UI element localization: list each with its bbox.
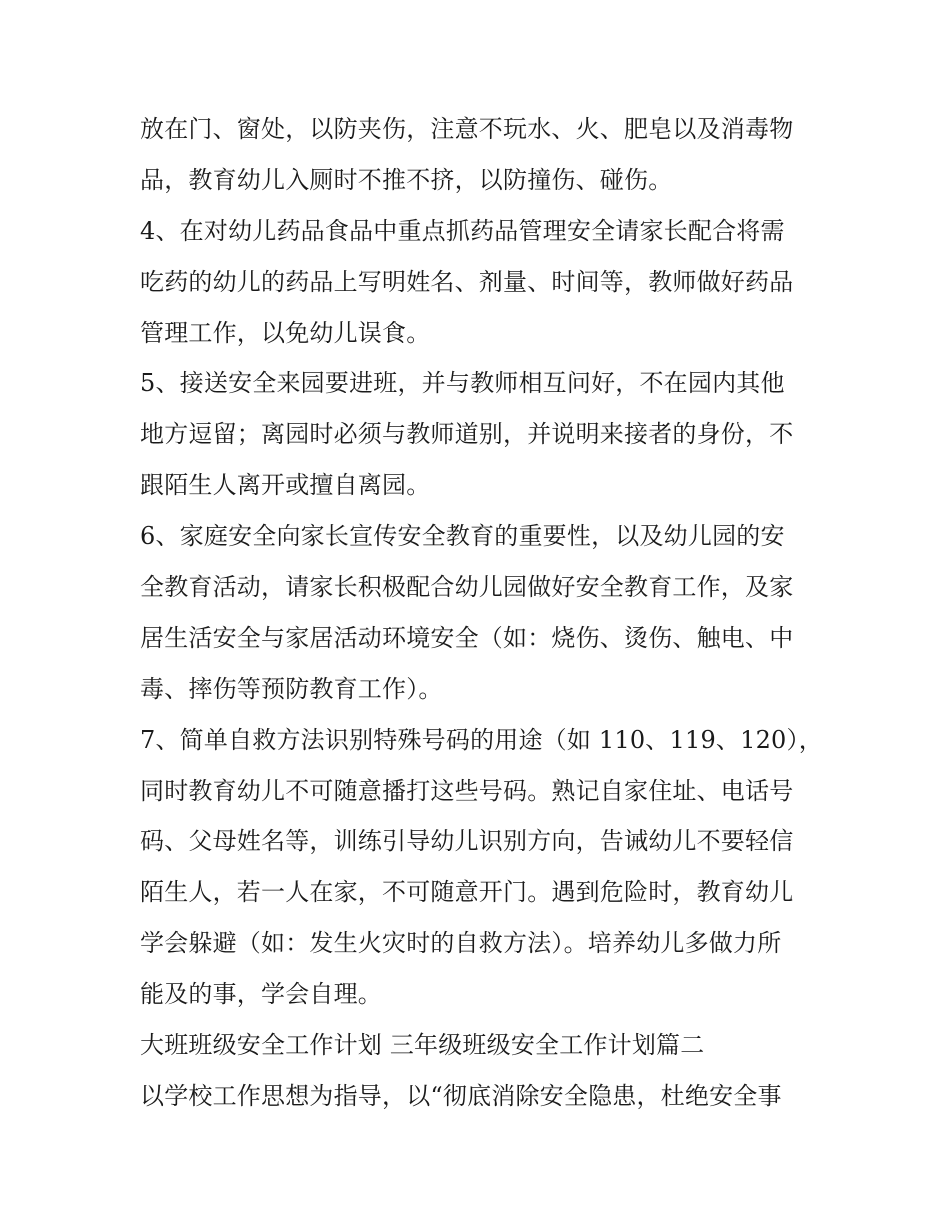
text-line: 毒、摔伤等预防教育工作）。 [140, 674, 443, 703]
text-line: 能及的事，学会自理。 [140, 980, 382, 1009]
text-line: 7、简单自救方法识别特殊号码的用途（如 110、119、120）， [140, 725, 823, 754]
text-line: 5、接送安全来园要进班，并与教师相互问好，不在园内其他 [140, 369, 785, 398]
text-line: 同时教育幼儿不可随意播打这些号码。熟记自家住址、电话号 [140, 776, 794, 805]
text-line: 码、父母姓名等，训练引导幼儿识别方向，告诫幼儿不要轻信 [140, 827, 794, 856]
text-line: 跟陌生人离开或擅自离园。 [140, 471, 431, 500]
text-line: 学会躲避（如：发生火灾时的自救方法）。培养幼儿多做力所 [140, 929, 782, 958]
text-line: 全教育活动，请家长积极配合幼儿园做好安全教育工作，及家 [140, 573, 794, 602]
text-line: 品，教育幼儿入厕时不推不挤，以防撞伤、碰伤。 [140, 165, 673, 194]
text-line: 6、家庭安全向家长宣传安全教育的重要性，以及幼儿园的安 [140, 522, 785, 551]
text-line: 吃药的幼儿的药品上写明姓名、剂量、时间等，教师做好药品 [140, 267, 794, 296]
text-line: 管理工作，以免幼儿误食。 [140, 318, 431, 347]
text-line: 4、在对幼儿药品食品中重点抓药品管理安全请家长配合将需 [140, 216, 785, 245]
section-heading: 大班班级安全工作计划 三年级班级安全工作计划篇二 [140, 1031, 705, 1060]
document-body [140, 104, 823, 1122]
text-line: 以学校工作思想为指导，以“彻底消除安全隐患，杜绝安全事 [140, 1081, 782, 1110]
text-line: 放在门、窗处，以防夹伤，注意不玩水、火、肥皂以及消毒物 [140, 115, 794, 143]
text-line: 地方逗留；离园时必须与教师道别，并说明来接者的身份，不 [140, 420, 794, 449]
text-line: 居生活安全与家居活动环境安全（如：烧伤、烫伤、触电、中 [140, 623, 794, 652]
text-line: 陌生人，若一人在家，不可随意开门。遇到危险时，教育幼儿 [140, 878, 794, 907]
